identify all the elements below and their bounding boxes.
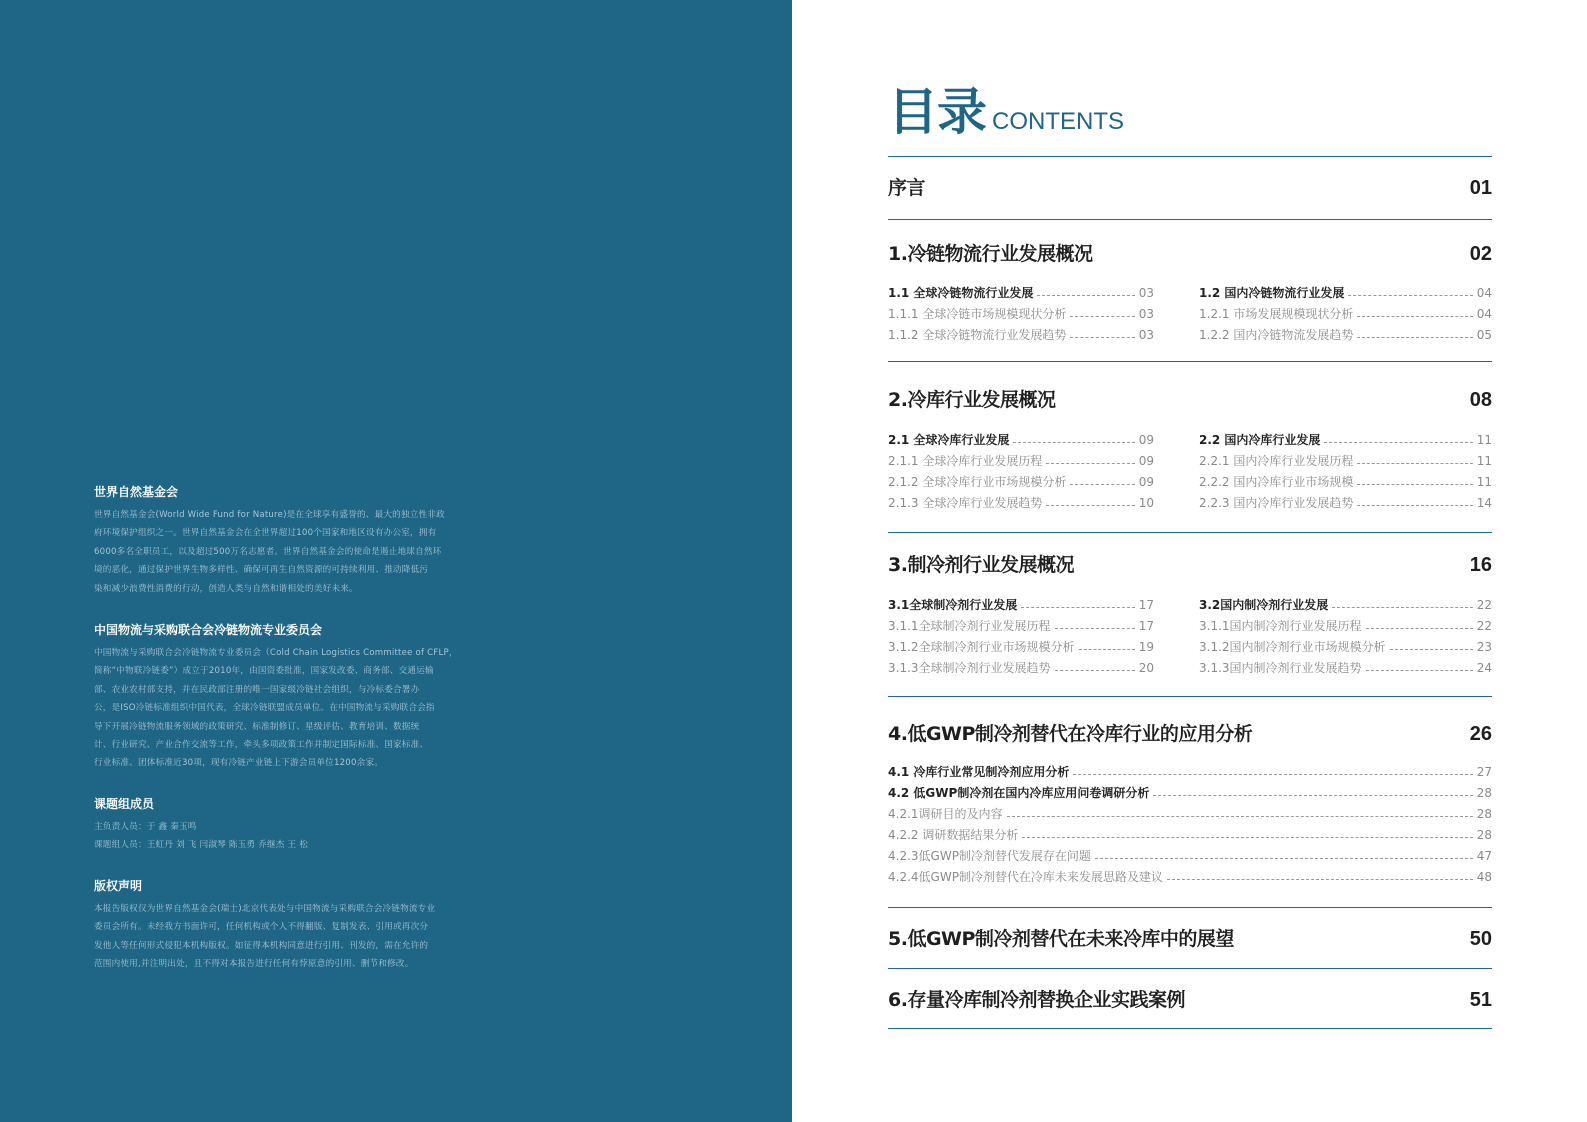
leader-dots bbox=[1055, 670, 1135, 671]
cflp-line: 计、行业研究、产业合作交流等工作，牵头多项政策工作并制定国际标准、国家标准、 bbox=[94, 740, 429, 751]
entry-page: 20 bbox=[1138, 661, 1154, 675]
section-page: 26 bbox=[1469, 723, 1492, 745]
entry-page: 04 bbox=[1476, 307, 1492, 321]
section-title: 序言 bbox=[888, 177, 926, 199]
divider bbox=[888, 361, 1492, 362]
team-line: 课题组人员：王虹丹 刘 飞 闫淑琴 陈玉勇 乔继杰 王 松 bbox=[94, 840, 308, 851]
toc-section-3[interactable] bbox=[888, 550, 1492, 580]
entry-page: 28 bbox=[1476, 828, 1492, 842]
leader-dots bbox=[1070, 316, 1134, 317]
entry-label: 4.2.2 调研数据结果分析 bbox=[888, 828, 1019, 842]
section-title: 5.低GWP制冷剂替代在未来冷库中的展望 bbox=[888, 928, 1234, 950]
toc-title-cn: 目录 bbox=[888, 83, 986, 141]
toc-entry[interactable] bbox=[888, 825, 1492, 845]
leader-dots bbox=[1022, 837, 1472, 838]
entry-page: 03 bbox=[1138, 286, 1154, 300]
entry-label: 2.2 国内冷库行业发展 bbox=[1199, 433, 1321, 447]
entry-label: 4.2 低GWP制冷剂在国内冷库应用问卷调研分析 bbox=[888, 786, 1150, 800]
toc-entry[interactable] bbox=[888, 783, 1492, 803]
toc-entry[interactable] bbox=[1199, 430, 1492, 450]
section-title: 6.存量冷库制冷剂替换企业实践案例 bbox=[888, 989, 1185, 1011]
leader-dots bbox=[1095, 858, 1473, 859]
entry-page: 05 bbox=[1476, 328, 1492, 342]
leader-dots bbox=[1055, 628, 1135, 629]
wwf-title: 世界自然基金会 bbox=[94, 485, 179, 499]
leader-dots bbox=[1079, 649, 1135, 650]
entry-page: 11 bbox=[1476, 475, 1492, 489]
cflp-line: 行业标准、团体标准近30项，现有冷链产业链上下游会员单位1200余家。 bbox=[94, 758, 384, 769]
section-page: 02 bbox=[1469, 243, 1492, 265]
entry-label: 3.1.3全球制冷剂行业发展趋势 bbox=[888, 661, 1051, 675]
entry-page: 14 bbox=[1476, 496, 1492, 510]
entry-page: 47 bbox=[1476, 849, 1492, 863]
leader-dots bbox=[1037, 295, 1134, 296]
entry-label: 1.2 国内冷链物流行业发展 bbox=[1199, 286, 1345, 300]
toc-entry[interactable] bbox=[888, 637, 1154, 657]
wwf-line: 6000多名全职员工，以及超过500万名志愿者。世界自然基金会的使命是遏止地球自然环 bbox=[94, 546, 442, 557]
entry-label: 3.2国内制冷剂行业发展 bbox=[1199, 598, 1329, 612]
toc-entry[interactable] bbox=[1199, 451, 1492, 471]
cflp-section bbox=[94, 622, 504, 773]
toc-entry[interactable] bbox=[888, 304, 1154, 324]
leader-dots bbox=[1357, 337, 1472, 338]
leader-dots bbox=[1324, 442, 1472, 443]
leader-dots bbox=[1332, 607, 1472, 608]
entry-page: 22 bbox=[1476, 598, 1492, 612]
entry-page: 17 bbox=[1138, 619, 1154, 633]
toc-entry[interactable] bbox=[1199, 283, 1492, 303]
section-page: 08 bbox=[1469, 389, 1492, 411]
divider bbox=[888, 156, 1492, 157]
toc-title-en: CONTENTS bbox=[992, 108, 1124, 135]
entry-label: 3.1.2全球制冷剂行业市场规模分析 bbox=[888, 640, 1075, 654]
leader-dots bbox=[1073, 774, 1472, 775]
divider bbox=[888, 1028, 1492, 1029]
section-title: 3.制冷剂行业发展概况 bbox=[888, 554, 1074, 576]
copyright-line: 范围内使用,并注明出处，且不得对本报告进行任何有悖原意的引用、删节和修改。 bbox=[94, 959, 414, 970]
toc-entry[interactable] bbox=[888, 472, 1154, 492]
toc-section-2[interactable] bbox=[888, 385, 1492, 415]
leader-dots bbox=[1070, 337, 1134, 338]
toc-section-4[interactable] bbox=[888, 719, 1492, 749]
cflp-line: 简称“中物联冷链委”）成立于2010年，由国资委批准，国家发改委、商务部、交通运输 bbox=[94, 666, 434, 677]
entry-label: 2.1.2 全球冷库行业市场规模分析 bbox=[888, 475, 1067, 489]
toc-entry[interactable] bbox=[1199, 637, 1492, 657]
entry-page: 28 bbox=[1476, 807, 1492, 821]
leader-dots bbox=[1357, 316, 1472, 317]
section-page: 51 bbox=[1469, 989, 1492, 1011]
entry-label: 3.1.3国内制冷剂行业发展趋势 bbox=[1199, 661, 1362, 675]
wwf-line: 世界自然基金会(World Wide Fund for Nature)是在全球享有盛誉的、最大的独立性非政 bbox=[94, 510, 445, 520]
entry-page: 48 bbox=[1476, 870, 1492, 884]
leader-dots bbox=[1007, 816, 1473, 817]
divider bbox=[888, 907, 1492, 908]
entry-page: 09 bbox=[1138, 475, 1154, 489]
toc-entry[interactable] bbox=[1199, 616, 1492, 636]
team-line: 主负责人员：于 鑫 秦玉鸣 bbox=[94, 822, 197, 832]
entry-label: 2.1.3 全球冷库行业发展趋势 bbox=[888, 496, 1043, 510]
leader-dots bbox=[1046, 505, 1134, 506]
entry-label: 1.2.2 国内冷链物流发展趋势 bbox=[1199, 328, 1354, 342]
entry-page: 28 bbox=[1476, 786, 1492, 800]
entry-label: 2.2.1 国内冷库行业发展历程 bbox=[1199, 454, 1354, 468]
entry-label: 3.1全球制冷剂行业发展 bbox=[888, 598, 1018, 612]
entry-page: 17 bbox=[1138, 598, 1154, 612]
toc-entry[interactable] bbox=[888, 658, 1154, 678]
entry-label: 3.1.1全球制冷剂行业发展历程 bbox=[888, 619, 1051, 633]
entry-label: 2.2.3 国内冷库行业发展趋势 bbox=[1199, 496, 1354, 510]
section-title: 1.冷链物流行业发展概况 bbox=[888, 243, 1093, 265]
section-page: 16 bbox=[1469, 554, 1492, 576]
leader-dots bbox=[1070, 484, 1134, 485]
leader-dots bbox=[1366, 628, 1473, 629]
section-title: 4.低GWP制冷剂替代在冷库行业的应用分析 bbox=[888, 723, 1253, 745]
toc-section-1[interactable] bbox=[888, 239, 1492, 269]
cflp-description bbox=[94, 644, 504, 773]
entry-page: 09 bbox=[1138, 454, 1154, 468]
leader-dots bbox=[1013, 442, 1134, 443]
entry-label: 4.2.1调研目的及内容 bbox=[888, 807, 1003, 821]
entry-label: 4.2.4低GWP制冷剂替代在冷库未来发展思路及建议 bbox=[888, 870, 1163, 884]
leader-dots bbox=[1357, 505, 1472, 506]
divider bbox=[888, 696, 1492, 697]
leader-dots bbox=[1357, 484, 1472, 485]
copyright-line: 本报告版权仅为世界自然基金会(瑞士)北京代表处与中国物流与采购联合会冷链物流专业 bbox=[94, 904, 436, 914]
toc-entry[interactable] bbox=[1199, 493, 1492, 513]
entry-page: 11 bbox=[1476, 433, 1492, 447]
entry-page: 11 bbox=[1476, 454, 1492, 468]
leader-dots bbox=[1153, 795, 1472, 796]
leader-dots bbox=[1357, 463, 1472, 464]
toc-entry[interactable] bbox=[888, 867, 1492, 887]
leader-dots bbox=[1390, 649, 1473, 650]
toc-header bbox=[888, 82, 1124, 142]
toc-entry[interactable] bbox=[888, 616, 1154, 636]
leader-dots bbox=[1167, 879, 1473, 880]
entry-label: 2.1 全球冷库行业发展 bbox=[888, 433, 1010, 447]
section-page: 50 bbox=[1469, 928, 1492, 950]
wwf-line: 染和减少浪费性消费的行动，创造人类与自然和谐相处的美好未来。 bbox=[94, 583, 358, 594]
toc-entry[interactable] bbox=[888, 846, 1492, 866]
entry-page: 19 bbox=[1138, 640, 1154, 654]
divider bbox=[888, 532, 1492, 533]
copyright-line: 发他人等任何形式侵犯本机构版权。如征得本机构同意进行引用、刊发的，需在允许的 bbox=[94, 940, 429, 951]
entry-label: 2.2.2 国内冷库行业市场规模 bbox=[1199, 475, 1354, 489]
toc-entry[interactable] bbox=[888, 325, 1154, 345]
wwf-section bbox=[94, 484, 504, 598]
copyright-title: 版权声明 bbox=[94, 879, 143, 893]
toc-entry[interactable] bbox=[888, 283, 1154, 303]
entry-label: 1.1.1 全球冷链市场规模现状分析 bbox=[888, 307, 1067, 321]
entry-page: 10 bbox=[1138, 496, 1154, 510]
entry-label: 3.1.2国内制冷剂行业市场规模分析 bbox=[1199, 640, 1386, 654]
divider bbox=[888, 219, 1492, 220]
wwf-description bbox=[94, 506, 504, 598]
section-title: 2.冷库行业发展概况 bbox=[888, 389, 1056, 411]
entry-page: 03 bbox=[1138, 328, 1154, 342]
cflp-line: 公，是ISO冷链标准组织中国代表，全球冷链联盟成员单位。在中国物流与采购联合会指 bbox=[94, 703, 435, 714]
team-members bbox=[94, 818, 504, 855]
cflp-line: 导下开展冷链物流服务领域的政策研究、标准制修订、星级评估、教育培训、数据统 bbox=[94, 721, 420, 732]
copyright-text bbox=[94, 900, 504, 974]
entry-label: 4.1 冷库行业常见制冷剂应用分析 bbox=[888, 765, 1070, 779]
toc-entry[interactable] bbox=[888, 762, 1492, 782]
wwf-line: 府环境保护组织之一。世界自然基金会在全世界超过100个国家和地区设有办公室，拥有 bbox=[94, 528, 437, 539]
entry-label: 3.1.1国内制冷剂行业发展历程 bbox=[1199, 619, 1362, 633]
toc-entry[interactable] bbox=[888, 595, 1154, 615]
team-title: 课题组成员 bbox=[94, 797, 155, 811]
toc-entry[interactable] bbox=[1199, 658, 1492, 678]
entry-page: 04 bbox=[1476, 286, 1492, 300]
toc-entry[interactable] bbox=[1199, 325, 1492, 345]
toc-entry[interactable] bbox=[888, 430, 1154, 450]
entry-page: 27 bbox=[1476, 765, 1492, 779]
toc-section-5[interactable] bbox=[888, 924, 1492, 954]
copyright-line: 委员会所有。未经我方书面许可，任何机构或个人不得翻版、复制发表、引用或再次分 bbox=[94, 922, 429, 933]
leader-dots bbox=[1046, 463, 1134, 464]
toc-entry[interactable] bbox=[1199, 595, 1492, 615]
section-page: 01 bbox=[1469, 177, 1492, 199]
leader-dots bbox=[1348, 295, 1472, 296]
entry-label: 1.1 全球冷链物流行业发展 bbox=[888, 286, 1034, 300]
toc-entry[interactable] bbox=[888, 804, 1492, 824]
entry-page: 03 bbox=[1138, 307, 1154, 321]
entry-label: 1.1.2 全球冷链物流行业发展趋势 bbox=[888, 328, 1067, 342]
entry-page: 23 bbox=[1476, 640, 1492, 654]
toc-entry[interactable] bbox=[1199, 304, 1492, 324]
team-section bbox=[94, 796, 504, 855]
toc-entry[interactable] bbox=[888, 493, 1154, 513]
divider bbox=[888, 968, 1492, 969]
entry-label: 1.2.1 市场发展规模现状分析 bbox=[1199, 307, 1354, 321]
cflp-line: 中国物流与采购联合会冷链物流专业委员会（Cold Chain Logistics Committee of CFLP， bbox=[94, 648, 458, 658]
leader-dots bbox=[1366, 670, 1473, 671]
toc-entry[interactable] bbox=[1199, 472, 1492, 492]
wwf-line: 境的恶化，通过保护世界生物多样性、确保可再生自然资源的可持续利用、推动降低污 bbox=[94, 565, 429, 576]
entry-label: 2.1.1 全球冷库行业发展历程 bbox=[888, 454, 1043, 468]
toc-entry[interactable] bbox=[888, 451, 1154, 471]
entry-label: 4.2.3低GWP制冷剂替代发展存在问题 bbox=[888, 849, 1091, 863]
entry-page: 09 bbox=[1138, 433, 1154, 447]
cflp-line: 部、农业农村部支持，并在民政部注册的唯一国家级冷链社会组织，与冷标委合署办 bbox=[94, 684, 420, 695]
cflp-title: 中国物流与采购联合会冷链物流专业委员会 bbox=[94, 623, 323, 637]
toc-section-6[interactable] bbox=[888, 985, 1492, 1015]
entry-page: 24 bbox=[1476, 661, 1492, 675]
entry-page: 22 bbox=[1476, 619, 1492, 633]
copyright-section bbox=[94, 878, 504, 974]
toc-section-preface[interactable] bbox=[888, 173, 1492, 203]
leader-dots bbox=[1021, 607, 1134, 608]
